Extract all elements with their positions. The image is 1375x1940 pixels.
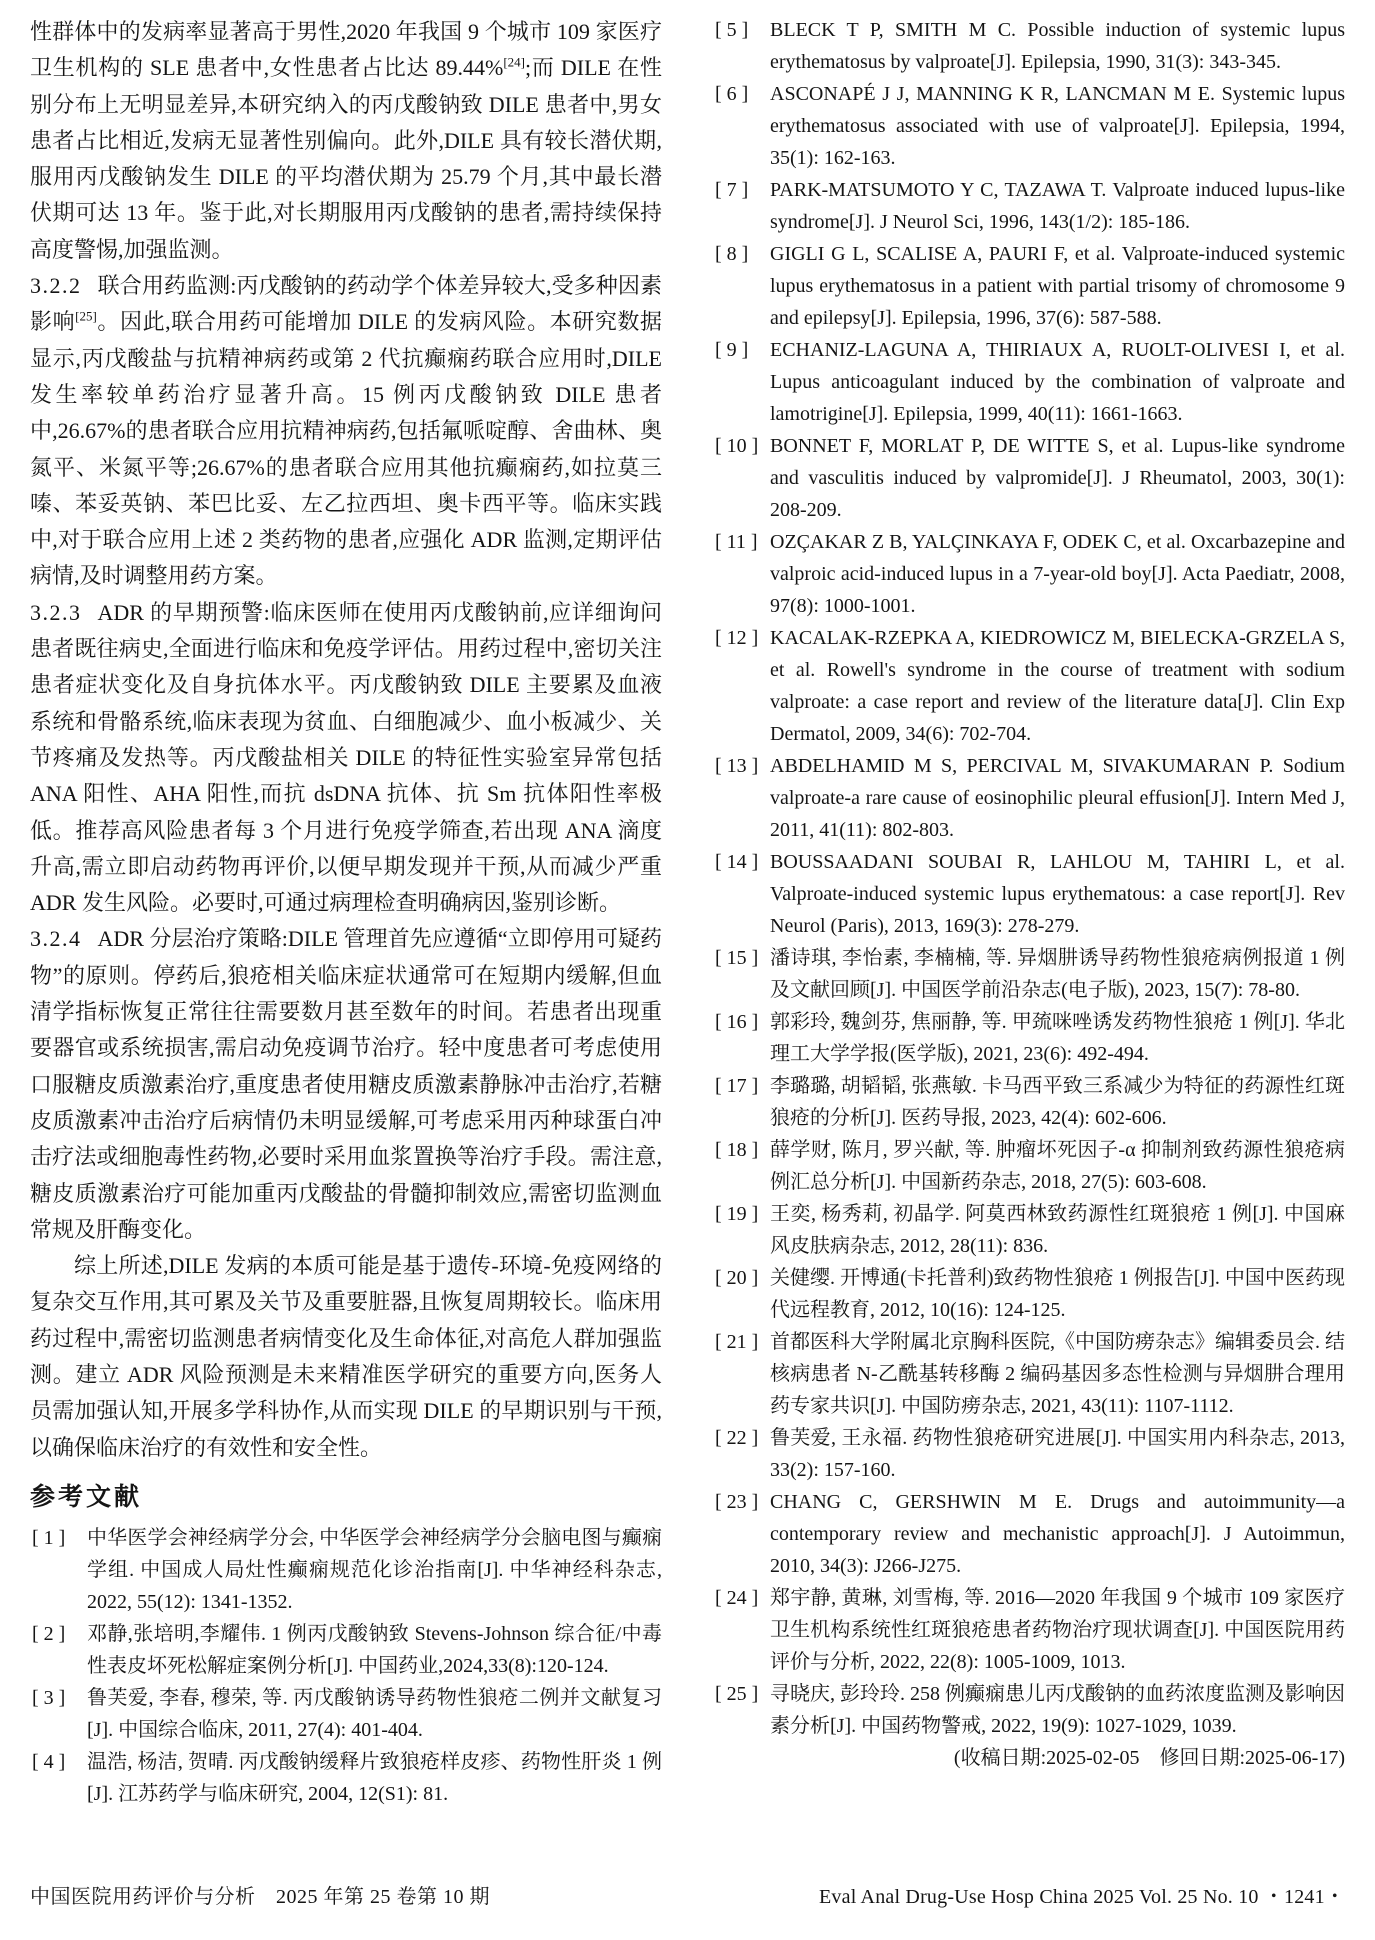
- reference-item: [713, 1486, 1345, 1582]
- body-paragraph-continuation: [30, 14, 662, 268]
- reference-number: [ 21 ]: [715, 1331, 759, 1353]
- reference-item: [713, 1582, 1345, 1678]
- reference-item: [713, 14, 1345, 78]
- reference-text: 鲁芙爱, 王永福. 药物性狼疮研究进展[J]. 中国实用内科杂志, 2013, 33(2): 157-160.: [770, 1427, 1345, 1481]
- reference-item: [713, 750, 1345, 846]
- paragraph-text: ;而 DILE 在性别分布上无明显差异,本研究纳入的丙戊酸钠致 DILE 患者中,男女患者占比相近,发病无显著性别偏向。此外,DILE 具有较长潜伏期,服用丙戊酸钠发生 DILE 的平均潜伏期为 25.79 个月,其中最长潜伏期可达 13 年。鉴于此,对长期服用丙戊酸钠的患者,需持续保持高度警惕,加强监测。: [30, 55, 662, 262]
- reference-number: [ 3 ]: [32, 1686, 66, 1709]
- reference-item: [713, 1678, 1345, 1742]
- reference-number: [ 2 ]: [32, 1622, 66, 1645]
- reference-number: [ 17 ]: [715, 1075, 759, 1097]
- reference-number: [ 18 ]: [715, 1139, 759, 1161]
- reference-text: 潘诗琪, 李怡素, 李楠楠, 等. 异烟肼诱导药物性狼疮病例报道 1 例及文献回顾[J]. 中国医学前沿杂志(电子版), 2023, 15(7): 78-80.: [770, 947, 1345, 1001]
- reference-item: [713, 622, 1345, 750]
- reference-text: 关健缨. 开博通(卡托普利)致药物性狼疮 1 例报告[J]. 中国中医药现代远程教育, 2012, 10(16): 124-125.: [770, 1267, 1345, 1321]
- reference-number: [ 20 ]: [715, 1267, 759, 1289]
- citation-ref-25: [25]: [75, 309, 97, 325]
- reference-text: ABDELHAMID M S, PERCIVAL M, SIVAKUMARAN P. Sodium valproate-a rare cause of eosinophilic pleural effusion[J]. Intern Med J, 2011, 41(11): 802-803.: [770, 755, 1345, 841]
- reference-number: [ 13 ]: [715, 755, 759, 777]
- reference-text: PARK-MATSUMOTO Y C, TAZAWA T. Valproate induced lupus-like syndrome[J]. J Neurol Sci, 1996, 143(1/2): 185-186.: [770, 179, 1345, 233]
- reference-number: [ 23 ]: [715, 1491, 759, 1513]
- reference-item: [713, 1262, 1345, 1326]
- reference-item: [713, 1134, 1345, 1198]
- reference-item: [713, 942, 1345, 1006]
- reference-text: OZÇAKAR Z B, YALÇINKAYA F, ODEK C, et al. Oxcarbazepine and valproic acid-induced lupus in a 7-year-old boy[J]. Acta Paediatr, 2008, 97(8): 1000-1001.: [770, 531, 1345, 617]
- reference-number: [ 11 ]: [715, 531, 758, 553]
- section-text: 联合用药监测:丙戊酸钠的药动学个体差异较大,受多种因素影响: [30, 273, 662, 335]
- section-text: ADR 分层治疗策略:DILE 管理首先应遵循“立即停用可疑药物”的原则。停药后,狼疮相关临床症状通常可在短期内缓解,但血清学指标恢复正常往往需要数月甚至数年的时间。若患者出现重要器官或系统损害,需启动免疫调节治疗。轻中度患者可考虑使用口服糖皮质激素治疗,重度患者使用糖皮质激素静脉冲击治疗,若糖皮质激素冲击治疗后病情仍未明显缓解,可考虑采用丙种球蛋白冲击疗法或细胞毒性药物,必要时采用血浆置换等治疗手段。需注意,糖皮质激素治疗可能加重丙戊酸盐的骨髓抑制效应,需密切监测血常规及肝酶变化。: [30, 926, 662, 1242]
- reference-text: 王奕, 杨秀莉, 初晶学. 阿莫西林致药源性红斑狼疮 1 例[J]. 中国麻风皮肤病杂志, 2012, 28(11): 836.: [770, 1203, 1345, 1257]
- references-list-right: [713, 14, 1345, 1742]
- references-heading: 参考文献: [30, 1482, 143, 1511]
- reference-item: [713, 1006, 1345, 1070]
- section-text: ADR 的早期预警:临床医师在使用丙戊酸钠前,应详细询问患者既往病史,全面进行临床和免疫学评估。用药过程中,密切关注患者症状变化及自身抗体水平。丙戊酸钠致 DILE 主要累及血液系统和骨骼系统,临床表现为贫血、白细胞减少、血小板减少、关节疼痛及发热等。丙戊酸盐相关 DILE 的特征性实验室异常包括 ANA 阳性、AHA 阳性,而抗 dsDNA 抗体、抗 Sm 抗体阳性率极低。推荐高风险患者每 3 个月进行免疫学筛查,若出现 ANA 滴度升高,需立即启动药物再评价,以便早期发现并干预,从而减少严重 ADR 发生风险。必要时,可通过病理检查明确病因,鉴别诊断。: [30, 599, 662, 916]
- reference-item: [30, 1618, 662, 1682]
- reference-text: BOUSSAADANI SOUBAI R, LAHLOU M, TAHIRI L, et al. Valproate-induced systemic lupus erythematous: a case report[J]. Rev Neurol (Paris), 2013, 169(3): 278-279.: [770, 851, 1345, 937]
- section-number: 3.2.3: [30, 599, 82, 625]
- section-3-2-3: [30, 595, 662, 922]
- reference-text: GIGLI G L, SCALISE A, PAURI F, et al. Valproate-induced systemic lupus erythematosus in a patient with partial trisomy of chromosome 9 and epilepsy[J]. Epilepsia, 1996, 37(6): 587-588.: [770, 243, 1345, 329]
- footer-journal-title-cn: 中国医院用药评价与分析 2025 年第 25 卷第 10 期: [30, 1886, 490, 1908]
- reference-number: [ 6 ]: [715, 83, 749, 105]
- citation-ref-24: [24]: [503, 54, 525, 70]
- page-footer: [30, 1884, 1345, 1910]
- conclusion-paragraph: 综上所述,DILE 发病的本质可能是基于遗传-环境-免疫网络的复杂交互作用,其可累及关节及重要脏器,且恢复周期较长。临床用药过程中,需密切监测患者病情变化及生命体征,对高危人群加强监测。建立 ADR 风险预测是未来精准医学研究的重要方向,医务人员需加强认知,开展多学科协作,从而实现 DILE 的早期识别与干预,以确保临床治疗的有效性和安全性。: [30, 1253, 662, 1460]
- reference-item: [713, 846, 1345, 942]
- reference-text: 李璐璐, 胡韬韬, 张燕敏. 卡马西平致三系减少为特征的药源性红斑狼疮的分析[J]. 医药导报, 2023, 42(4): 602-606.: [770, 1075, 1345, 1129]
- reference-number: [ 1 ]: [32, 1526, 66, 1549]
- reference-text: KACALAK-RZEPKA A, KIEDROWICZ M, BIELECKA-GRZELA S, et al. Rowell's syndrome in the course of treatment with sodium valproate: a case report and review of the literature data[J]. Clin Exp Dermatol, 2009, 34(6): 702-704.: [770, 627, 1345, 745]
- reference-item: [30, 1522, 662, 1618]
- reference-number: [ 25 ]: [715, 1683, 759, 1705]
- reference-text: 寻晓庆, 彭玲玲. 258 例癫痫患儿丙戊酸钠的血药浓度监测及影响因素分析[J]. 中国药物警戒, 2022, 19(9): 1027-1029, 1039.: [770, 1683, 1345, 1737]
- reference-text: 鲁芙爱, 李春, 穆荣, 等. 丙戊酸钠诱导药物性狼疮二例并文献复习[J]. 中国综合临床, 2011, 27(4): 401-404.: [87, 1686, 662, 1741]
- reference-item: [713, 334, 1345, 430]
- reference-number: [ 9 ]: [715, 339, 749, 361]
- section-number: 3.2.4: [30, 926, 82, 952]
- section-3-2-4: [30, 921, 662, 1248]
- reference-number: [ 4 ]: [32, 1750, 66, 1773]
- reference-item: [713, 238, 1345, 334]
- reference-text: 邓静,张培明,李耀伟. 1 例丙戊酸钠致 Stevens-Johnson 综合征/中毒性表皮坏死松解症案例分析[J]. 中国药业,2024,33(8):120-124.: [87, 1622, 662, 1677]
- reference-number: [ 5 ]: [715, 19, 749, 41]
- reference-number: [ 10 ]: [715, 435, 759, 457]
- section-3-2-2: [30, 268, 662, 595]
- reference-text: CHANG C, GERSHWIN M E. Drugs and autoimmunity—a contemporary review and mechanistic approach[J]. J Autoimmun, 2010, 34(3): J266-J275.: [770, 1491, 1345, 1577]
- reference-item: [713, 1326, 1345, 1422]
- reference-item: [713, 1198, 1345, 1262]
- section-number: 3.2.2: [30, 273, 82, 299]
- reference-item: [713, 174, 1345, 238]
- footer-journal-title-en-page-number: Eval Anal Drug-Use Hosp China 2025 Vol. 25 No. 10 ・1241・: [819, 1886, 1345, 1908]
- received-revised-dates: (收稿日期:2025-02-05 修回日期:2025-06-17): [953, 1747, 1345, 1769]
- reference-text: 中华医学会神经病学分会, 中华医学会神经病学分会脑电图与癫痫学组. 中国成人局灶性癫痫规范化诊治指南[J]. 中华神经科杂志, 2022, 55(12): 1341-1352.: [87, 1526, 662, 1613]
- reference-number: [ 12 ]: [715, 627, 759, 649]
- reference-number: [ 14 ]: [715, 851, 759, 873]
- reference-item: [713, 430, 1345, 526]
- reference-text: BONNET F, MORLAT P, DE WITTE S, et al. Lupus-like syndrome and vasculitis induced by valpromide[J]. J Rheumatol, 2003, 30(1): 208-209.: [770, 435, 1345, 521]
- reference-item: [30, 1746, 662, 1810]
- section-text: 。因此,联合用药可能增加 DILE 的发病风险。本研究数据显示,丙戊酸盐与抗精神病药或第 2 代抗癫痫药联合应用时,DILE 发生率较单药治疗显著升高。15 例丙戊酸钠致 DILE 患者中,26.67%的患者联合应用抗精神病药,包括氟哌啶醇、舍曲林、奥氮平、米氮平等;26.67%的患者联合应用其他抗癫痫药,如拉莫三嗪、苯妥英钠、苯巴比妥、左乙拉西坦、奥卡西平等。临床实践中,对于联合应用上述 2 类药物的患者,应强化 ADR 监测,定期评估病情,及时调整用药方案。: [30, 309, 662, 589]
- reference-text: BLECK T P, SMITH M C. Possible induction of systemic lupus erythematosus by valproate[J]. Epilepsia, 1990, 31(3): 343-345.: [770, 19, 1345, 73]
- reference-text: 首都医科大学附属北京胸科医院,《中国防痨杂志》编辑委员会. 结核病患者 N-乙酰基转移酶 2 编码基因多态性检测与异烟肼合理用药专家共识[J]. 中国防痨杂志, 2021, 43(11): 1107-1112.: [770, 1331, 1345, 1417]
- reference-text: ASCONAPÉ J J, MANNING K R, LANCMAN M E. Systemic lupus erythematosus associated with use of valproate[J]. Epilepsia, 1994, 35(1): 162-163.: [770, 83, 1345, 169]
- reference-item: [713, 78, 1345, 174]
- reference-number: [ 8 ]: [715, 243, 749, 265]
- left-column: [30, 14, 662, 1852]
- reference-number: [ 24 ]: [715, 1587, 759, 1609]
- reference-text: ECHANIZ-LAGUNA A, THIRIAUX A, RUOLT-OLIVESI I, et al. Lupus anticoagulant induced by the combination of valproate and lamotrigine[J]. Epilepsia, 1999, 40(11): 1661-1663.: [770, 339, 1345, 425]
- reference-item: [713, 1070, 1345, 1134]
- reference-item: [30, 1682, 662, 1746]
- reference-number: [ 19 ]: [715, 1203, 759, 1225]
- reference-text: 温浩, 杨洁, 贺晴. 丙戊酸钠缓释片致狼疮样皮疹、药物性肝炎 1 例[J]. 江苏药学与临床研究, 2004, 12(S1): 81.: [87, 1750, 662, 1805]
- paragraph-text: 性群体中的发病率显著高于男性,2020 年我国 9 个城市 109 家医疗卫生机构的 SLE 患者中,女性患者占比达 89.44%: [30, 19, 662, 81]
- reference-number: [ 7 ]: [715, 179, 749, 201]
- reference-number: [ 16 ]: [715, 1011, 759, 1033]
- references-list-left: [30, 1522, 662, 1810]
- reference-item: [713, 1422, 1345, 1486]
- reference-text: 郭彩玲, 魏剑芬, 焦丽静, 等. 甲巯咪唑诱发药物性狼疮 1 例[J]. 华北理工大学学报(医学版), 2021, 23(6): 492-494.: [770, 1011, 1345, 1065]
- right-column: [713, 14, 1345, 1852]
- reference-item: [713, 526, 1345, 622]
- reference-number: [ 22 ]: [715, 1427, 759, 1449]
- reference-text: 郑宇静, 黄琳, 刘雪梅, 等. 2016—2020 年我国 9 个城市 109 家医疗卫生机构系统性红斑狼疮患者药物治疗现状调查[J]. 中国医院用药评价与分析, 2022, 22(8): 1005-1009, 1013.: [770, 1587, 1345, 1673]
- reference-text: 薛学财, 陈月, 罗兴献, 等. 肿瘤坏死因子-α 抑制剂致药源性狼疮病例汇总分析[J]. 中国新药杂志, 2018, 27(5): 603-608.: [770, 1139, 1345, 1193]
- reference-number: [ 15 ]: [715, 947, 759, 969]
